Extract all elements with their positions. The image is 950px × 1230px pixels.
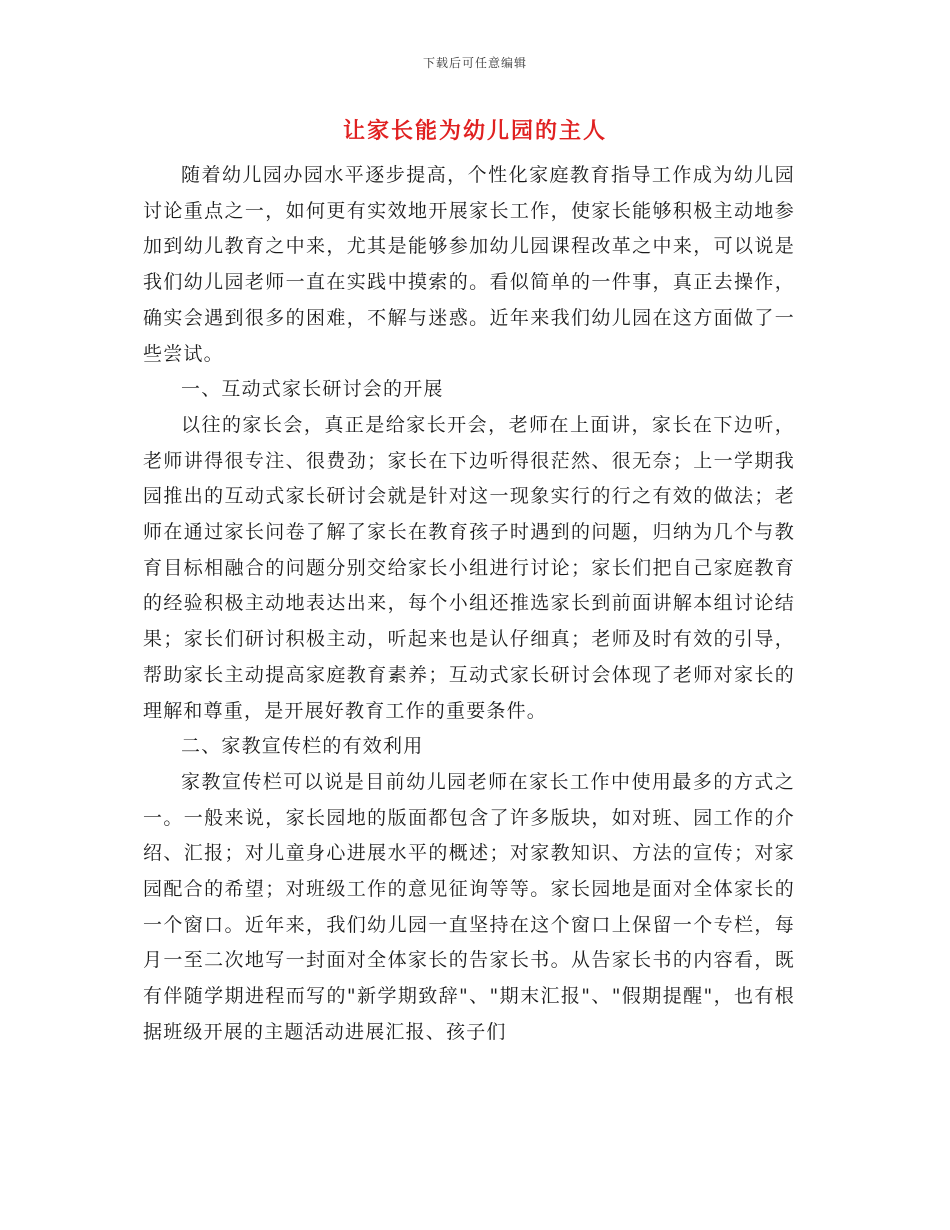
body-paragraph-section-2: 家教宣传栏可以说是目前幼儿园老师在家长工作中使用最多的方式之一。一般来说，家长园地的版面都包含了许多版块，如对班、园工作的介绍、汇报；对儿童身心进展水平的概述；对家教知识、方法的宣传；对家园配合的希望；对班级工作的意见征询等等。家长园地是面对全体家长的一个窗口。近年来，我们幼儿园一直坚持在这个窗口上保留一个专栏，每月一至二次地写一封面对全体家长的告家长书。从告家长书的内容看，既有伴随学期进程而写的"新学期致辞"、"期末汇报"、"假期提醒"，也有根据班级开展的主题活动进展汇报、孩子们 — [143, 770, 795, 1043]
section-heading-2: 二、家教宣传栏的有效利用 — [181, 735, 424, 758]
document-body — [143, 158, 795, 1051]
body-paragraph-section-1: 以往的家长会，真正是给家长开会，老师在上面讲，家长在下边听，老师讲得很专注、很费劲；家长在下边听得很茫然、很无奈；上一学期我园推出的互动式家长研讨会就是针对这一现象实行的行之有效的做法；老师在通过家长问卷了解了家长在教育孩子时遇到的问题，归纳为几个与教育目标相融合的问题分别交给家长小组进行讨论；家长们把自己家庭教育的经验积极主动地表达出来，每个小组还推选家长到前面讲解本组讨论结果；家长们研讨积极主动，听起来也是认仔细真；老师及时有效的引导，帮助家长主动提高家庭教育素养；互动式家长研讨会体现了老师对家长的理解和尊重，是开展好教育工作的重要条件。 — [143, 413, 795, 722]
section-heading-1: 一、互动式家长研讨会的开展 — [181, 378, 444, 401]
document-title: 让家长能为幼儿园的主人 — [342, 118, 607, 144]
body-paragraph-intro: 随着幼儿园办园水平逐步提高，个性化家庭教育指导工作成为幼儿园讨论重点之一，如何更有实效地开展家长工作，使家长能够积极主动地参加到幼儿教育之中来，尤其是能够参加幼儿园课程改革之中来，可以说是我们幼儿园老师一直在实践中摸索的。看似简单的一件事，真正去操作，确实会遇到很多的困难，不解与迷惑。近年来我们幼儿园在这方面做了一些尝试。 — [143, 164, 795, 365]
page-header-note: 下载后可任意编辑 — [422, 56, 527, 70]
